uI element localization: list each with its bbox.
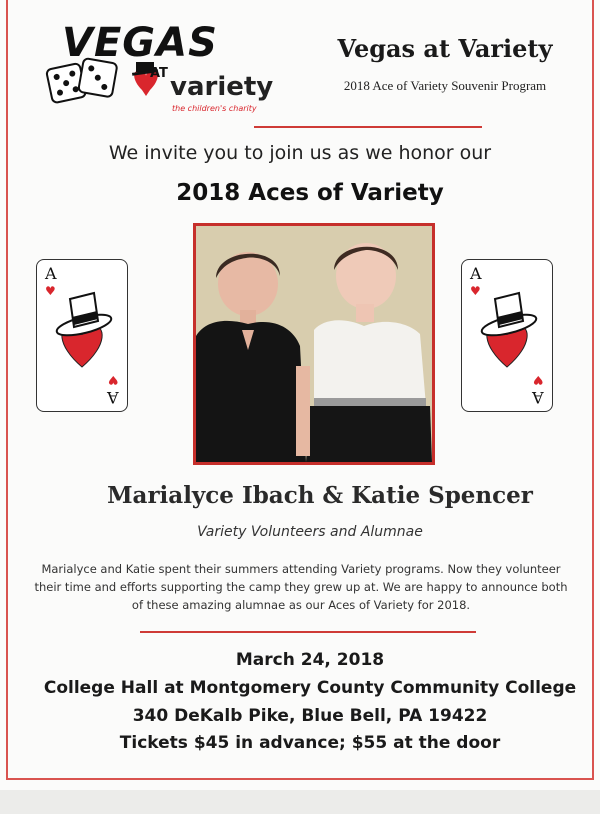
card-rank-top: A ♥ — [45, 264, 57, 298]
logo-variety-text: variety — [170, 72, 274, 102]
invite-text: We invite you to join us as we honor our — [108, 142, 492, 164]
honorees-photo — [193, 223, 435, 465]
card-rank-bottom: A ♥ — [107, 373, 119, 407]
divider — [254, 126, 482, 128]
logo-at-text: AT — [150, 66, 168, 81]
page-bottom-edge — [0, 790, 600, 814]
description-line: Marialyce and Katie spent their summers attending Variety programs. Now they volunteer — [41, 562, 561, 576]
logo-vegas-text: VEGAS — [62, 20, 218, 66]
honoree-roles: Variety Volunteers and Alumnae — [197, 524, 423, 540]
event-venue: College Hall at Montgomery County Community College — [43, 678, 577, 698]
event-tickets: Tickets $45 in advance; $55 at the door — [119, 733, 501, 753]
card-rank-bottom: A ♥ — [532, 373, 544, 407]
ace-card-left — [36, 259, 128, 412]
divider — [140, 631, 476, 633]
event-address: 340 DeKalb Pike, Blue Bell, PA 19422 — [132, 706, 488, 726]
aces-title: 2018 Aces of Variety — [176, 180, 444, 206]
honorees-photo-image — [196, 226, 432, 462]
description-line: of these amazing alumnae as our Aces of Variety for 2018. — [131, 598, 471, 612]
description-line: their time and efforts supporting the camp they grew up at. We are happy to announce both — [34, 580, 568, 594]
vegas-at-variety-logo — [40, 18, 280, 118]
header-title: Vegas at Variety — [337, 34, 553, 63]
header-subtitle: 2018 Ace of Variety Souvenir Program — [343, 78, 547, 93]
logo-tagline: the children's charity — [172, 104, 257, 113]
event-date: March 24, 2018 — [235, 650, 385, 670]
card-rank-top: A ♥ — [470, 264, 482, 298]
honoree-description — [12, 560, 590, 614]
page-border-bottom — [6, 778, 594, 780]
ace-card-right — [461, 259, 553, 412]
honoree-names: Marialyce Ibach & Katie Spencer — [107, 482, 533, 509]
